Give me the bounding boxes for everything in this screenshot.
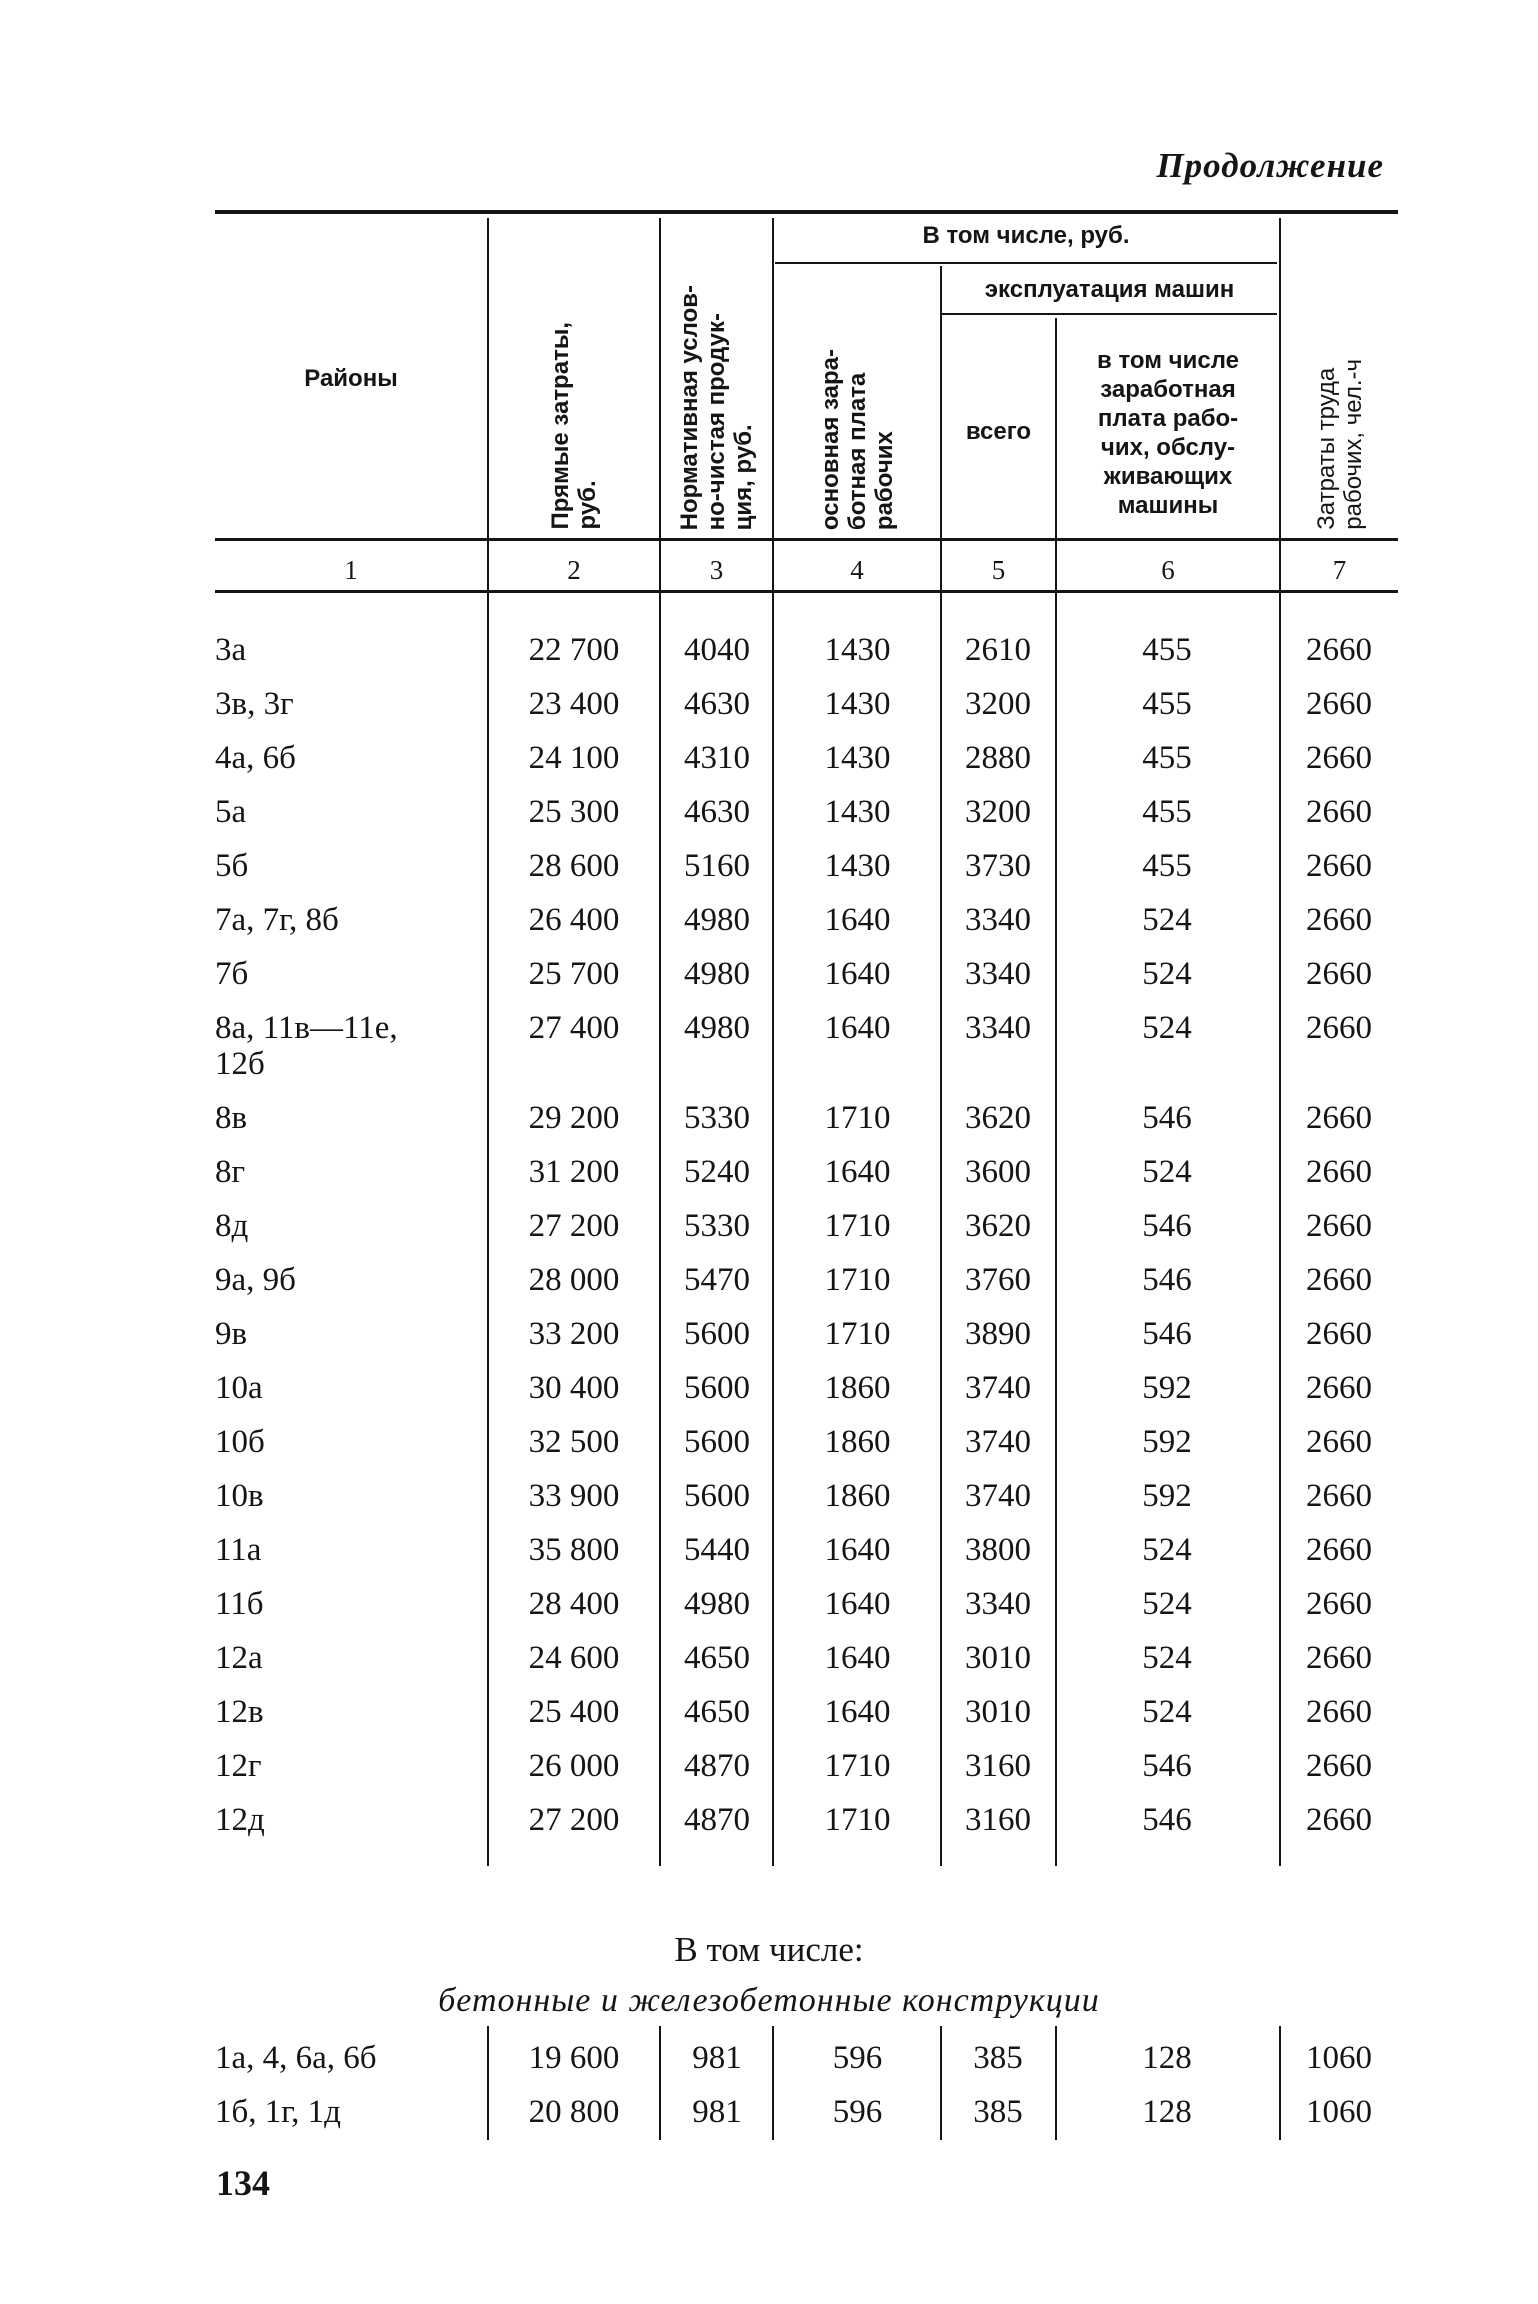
- base-wage-cell: 1710: [824, 1208, 891, 1244]
- base-wage-cell: 1710: [824, 1100, 891, 1136]
- table-row: [0, 1208, 1538, 1260]
- machine-total-cell: 3740: [965, 1370, 1031, 1406]
- district-cell: 9а, 9б: [215, 1262, 296, 1298]
- machine-total-cell: 3760: [965, 1262, 1031, 1298]
- base-wage-cell: 1430: [824, 740, 891, 776]
- header-bottom-rule: [215, 538, 1398, 541]
- machine-total-cell: 3340: [965, 1586, 1031, 1622]
- normative-output-cell: 5600: [684, 1370, 750, 1406]
- operator-wage-cell: 524: [1142, 1532, 1192, 1568]
- table-row: [0, 1424, 1538, 1476]
- table-row: [0, 1154, 1538, 1206]
- labor-costs-cell: 2660: [1306, 686, 1372, 722]
- header-machine-operation: эксплуатация машин: [984, 276, 1235, 303]
- base-wage-cell: 1640: [824, 1154, 891, 1190]
- normative-output-cell: 5600: [684, 1478, 750, 1514]
- base-wage-cell: 1860: [824, 1478, 891, 1514]
- table-row: [0, 1748, 1538, 1800]
- base-wage-cell: 596: [832, 2040, 883, 2076]
- base-wage-cell: 1640: [824, 1640, 891, 1676]
- base-wage-cell: 1710: [824, 1316, 891, 1352]
- normative-output-cell: 5440: [684, 1532, 750, 1568]
- header-district: Районы: [304, 365, 398, 392]
- direct-costs-cell: 29 200: [528, 1100, 620, 1136]
- machine-total-cell: 2880: [965, 740, 1031, 776]
- machine-total-cell: 3200: [965, 686, 1031, 722]
- direct-costs-cell: 30 400: [528, 1370, 620, 1406]
- normative-output-cell: 5240: [684, 1154, 750, 1190]
- direct-costs-cell: 35 800: [528, 1532, 620, 1568]
- machine-total-cell: 3620: [965, 1100, 1031, 1136]
- base-wage-cell: 1710: [824, 1748, 891, 1784]
- operator-wage-cell: 546: [1142, 1208, 1192, 1244]
- labor-costs-cell: 2660: [1306, 1478, 1372, 1514]
- machine-total-cell: 3620: [965, 1208, 1031, 1244]
- table-row: [0, 794, 1538, 846]
- table-row: [0, 956, 1538, 1008]
- table-row: [0, 1370, 1538, 1422]
- operator-wage-cell: 128: [1142, 2040, 1192, 2076]
- labor-costs-cell: 2660: [1306, 1424, 1372, 1460]
- table-row: [0, 632, 1538, 684]
- district-cell: 7б: [215, 956, 249, 992]
- machine-total-cell: 3340: [965, 956, 1031, 992]
- district-cell-continued: 12б: [215, 1046, 265, 1082]
- direct-costs-cell: 27 200: [528, 1802, 620, 1838]
- machine-total-cell: 3740: [965, 1424, 1031, 1460]
- district-cell: 3а: [215, 632, 247, 668]
- district-cell: 12в: [215, 1694, 264, 1730]
- normative-output-cell: 4980: [684, 1586, 750, 1622]
- normative-output-cell: 5600: [684, 1424, 750, 1460]
- operator-wage-cell: 455: [1142, 794, 1192, 830]
- normative-output-cell: 4310: [684, 740, 750, 776]
- normative-output-cell: 4040: [684, 632, 750, 668]
- district-cell: 11а: [215, 1532, 262, 1568]
- table-row: [0, 1802, 1538, 1854]
- base-wage-cell: 1640: [824, 1586, 891, 1622]
- table-row: [0, 1316, 1538, 1368]
- table-row: [0, 848, 1538, 900]
- machine-total-cell: 3340: [965, 902, 1031, 938]
- direct-costs-cell: 25 700: [528, 956, 620, 992]
- machine-group-rule: [942, 313, 1277, 315]
- direct-costs-cell: 26 000: [528, 1748, 620, 1784]
- operator-wage-cell: 455: [1142, 740, 1192, 776]
- operator-wage-cell: 546: [1142, 1316, 1192, 1352]
- colnum-7: 7: [1332, 555, 1347, 585]
- header-base-wage-cell: [774, 270, 940, 530]
- operator-wage-cell: 524: [1142, 902, 1192, 938]
- labor-costs-cell: 2660: [1306, 1802, 1372, 1838]
- labor-costs-cell: 2660: [1306, 902, 1372, 938]
- labor-costs-cell: 2660: [1306, 740, 1372, 776]
- table-row: [0, 740, 1538, 792]
- operator-wage-cell: 546: [1142, 1262, 1192, 1298]
- normative-output-cell: 4630: [684, 794, 750, 830]
- header-direct-costs-cell: [489, 218, 659, 530]
- direct-costs-cell: 23 400: [528, 686, 620, 722]
- header-base-wage: основная зара- ботная плата рабочих: [816, 348, 898, 530]
- including-group-rule: [775, 262, 1277, 264]
- operator-wage-cell: 455: [1142, 632, 1192, 668]
- machine-total-cell: 3730: [965, 848, 1031, 884]
- colnum-6: 6: [1161, 555, 1175, 585]
- direct-costs-cell: 20 800: [528, 2094, 620, 2130]
- header-labor-costs: Затраты труда рабочих, чел.-ч: [1312, 359, 1367, 530]
- labor-costs-cell: 2660: [1306, 1154, 1372, 1190]
- direct-costs-cell: 26 400: [528, 902, 620, 938]
- operator-wage-cell: 455: [1142, 848, 1192, 884]
- labor-costs-cell: 2660: [1306, 1208, 1372, 1244]
- table-row: [0, 2094, 1538, 2146]
- header-including-group: В том числе, руб.: [922, 222, 1130, 249]
- labor-costs-cell: 2660: [1306, 1262, 1372, 1298]
- direct-costs-cell: 24 600: [528, 1640, 620, 1676]
- table-top-rule: [215, 210, 1398, 214]
- labor-costs-cell: 2660: [1306, 1532, 1372, 1568]
- normative-output-cell: 981: [692, 2040, 742, 2076]
- normative-output-cell: 4650: [684, 1694, 750, 1730]
- section-title: В том числе:: [674, 1930, 864, 1969]
- table-row: [0, 1694, 1538, 1746]
- district-cell: 8д: [215, 1208, 249, 1244]
- direct-costs-cell: 33 200: [528, 1316, 620, 1352]
- base-wage-cell: 1710: [824, 1262, 891, 1298]
- machine-total-cell: 3890: [965, 1316, 1031, 1352]
- labor-costs-cell: 2660: [1306, 848, 1372, 884]
- direct-costs-cell: 28 000: [528, 1262, 620, 1298]
- direct-costs-cell: 28 600: [528, 848, 620, 884]
- district-cell: 11б: [215, 1586, 264, 1622]
- normative-output-cell: 4650: [684, 1640, 750, 1676]
- direct-costs-cell: 25 400: [528, 1694, 620, 1730]
- labor-costs-cell: 2660: [1306, 1010, 1372, 1046]
- colnum-5: 5: [991, 555, 1006, 585]
- table-row: [0, 1640, 1538, 1692]
- district-cell: 10б: [215, 1424, 265, 1460]
- table-row: [0, 902, 1538, 954]
- operator-wage-cell: 128: [1142, 2094, 1192, 2130]
- normative-output-cell: 4870: [684, 1802, 750, 1838]
- direct-costs-cell: 32 500: [528, 1424, 620, 1460]
- labor-costs-cell: 1060: [1306, 2094, 1372, 2130]
- district-cell: 8в: [215, 1100, 248, 1136]
- table-row: [0, 1586, 1538, 1638]
- operator-wage-cell: 592: [1142, 1370, 1192, 1406]
- district-cell: 4а, 6б: [215, 740, 296, 776]
- header-normative-cell: [661, 218, 772, 530]
- table-row: [0, 686, 1538, 738]
- direct-costs-cell: 25 300: [528, 794, 620, 830]
- base-wage-cell: 1640: [824, 902, 891, 938]
- base-wage-cell: 1640: [824, 1532, 891, 1568]
- machine-total-cell: 3600: [965, 1154, 1031, 1190]
- normative-output-cell: 5160: [684, 848, 750, 884]
- operator-wage-cell: 524: [1142, 1154, 1192, 1190]
- operator-wage-cell: 592: [1142, 1478, 1192, 1514]
- machine-total-cell: 3740: [965, 1478, 1031, 1514]
- direct-costs-cell: 19 600: [528, 2040, 620, 2076]
- operator-wage-cell: 524: [1142, 1010, 1192, 1046]
- operator-wage-cell: 524: [1142, 1640, 1192, 1676]
- machine-total-cell: 385: [973, 2094, 1023, 2130]
- machine-total-cell: 2610: [965, 632, 1031, 668]
- operator-wage-cell: 455: [1142, 686, 1192, 722]
- district-cell: 12г: [215, 1748, 262, 1784]
- table-row: [0, 2040, 1538, 2092]
- district-cell: 10а: [215, 1370, 263, 1406]
- normative-output-cell: 5330: [684, 1208, 750, 1244]
- header-normative-net-output: Нормативная услов- но-чистая продук- ция, руб.: [676, 284, 757, 530]
- base-wage-cell: 1430: [824, 686, 891, 722]
- operator-wage-cell: 546: [1142, 1802, 1192, 1838]
- labor-costs-cell: 1060: [1306, 2040, 1372, 2076]
- labor-costs-cell: 2660: [1306, 1586, 1372, 1622]
- normative-output-cell: 4630: [684, 686, 750, 722]
- district-cell: 5б: [215, 848, 249, 884]
- base-wage-cell: 1430: [824, 632, 891, 668]
- normative-output-cell: 4980: [684, 956, 750, 992]
- district-cell: 5а: [215, 794, 247, 830]
- page-number: 134: [216, 2163, 270, 2203]
- operator-wage-cell: 592: [1142, 1424, 1192, 1460]
- colnum-2: 2: [567, 555, 581, 585]
- base-wage-cell: 1640: [824, 1694, 891, 1730]
- district-cell: 1б, 1г, 1д: [215, 2094, 341, 2130]
- base-wage-cell: 1430: [824, 794, 891, 830]
- operator-wage-cell: 546: [1142, 1748, 1192, 1784]
- machine-total-cell: 3010: [965, 1640, 1031, 1676]
- labor-costs-cell: 2660: [1306, 956, 1372, 992]
- labor-costs-cell: 2660: [1306, 1370, 1372, 1406]
- direct-costs-cell: 28 400: [528, 1586, 620, 1622]
- base-wage-cell: 1860: [824, 1424, 891, 1460]
- normative-output-cell: 5600: [684, 1316, 750, 1352]
- base-wage-cell: 1640: [824, 956, 891, 992]
- table-row: [0, 1478, 1538, 1530]
- header-direct-costs: Прямые затраты, руб.: [547, 322, 601, 530]
- machine-total-cell: 3010: [965, 1694, 1031, 1730]
- normative-output-cell: 4980: [684, 902, 750, 938]
- table-row: [0, 1262, 1538, 1314]
- district-cell: 8г: [215, 1154, 246, 1190]
- base-wage-cell: 1860: [824, 1370, 891, 1406]
- district-cell: 9в: [215, 1316, 248, 1352]
- header-operator-wage: в том числе заработная плата рабо- чих, обслу- живающих машины: [1097, 347, 1239, 519]
- header-labor-costs-cell: [1281, 218, 1398, 530]
- labor-costs-cell: 2660: [1306, 632, 1372, 668]
- operator-wage-cell: 546: [1142, 1100, 1192, 1136]
- direct-costs-cell: 31 200: [528, 1154, 620, 1190]
- normative-output-cell: 5330: [684, 1100, 750, 1136]
- colnum-4: 4: [850, 555, 864, 585]
- table-row: [0, 1100, 1538, 1152]
- district-cell: 7а, 7г, 8б: [215, 902, 339, 938]
- direct-costs-cell: 33 900: [528, 1478, 620, 1514]
- direct-costs-cell: 27 400: [528, 1010, 620, 1046]
- district-cell: 12а: [215, 1640, 263, 1676]
- normative-output-cell: 4870: [684, 1748, 750, 1784]
- header-total: всего: [965, 418, 1032, 445]
- base-wage-cell: 1710: [824, 1802, 891, 1838]
- colnum-3: 3: [709, 555, 724, 585]
- base-wage-cell: 1640: [824, 1010, 891, 1046]
- machine-total-cell: 385: [973, 2040, 1023, 2076]
- labor-costs-cell: 2660: [1306, 1694, 1372, 1730]
- section-subtitle: бетонные и железобетонные конструкции: [438, 1982, 1100, 2019]
- operator-wage-cell: 524: [1142, 1694, 1192, 1730]
- machine-total-cell: 3160: [965, 1748, 1031, 1784]
- machine-total-cell: 3800: [965, 1532, 1031, 1568]
- base-wage-cell: 1430: [824, 848, 891, 884]
- colnum-1: 1: [344, 555, 358, 585]
- district-cell: 8а, 11в—11е,: [215, 1010, 398, 1046]
- table-row: [0, 1010, 1538, 1100]
- normative-output-cell: 4980: [684, 1010, 750, 1046]
- district-cell: 1а, 4, 6а, 6б: [215, 2040, 377, 2076]
- labor-costs-cell: 2660: [1306, 1748, 1372, 1784]
- colnum-bottom-rule: [215, 590, 1398, 593]
- continuation-label: Продолжение: [1156, 146, 1384, 185]
- machine-total-cell: 3160: [965, 1802, 1031, 1838]
- labor-costs-cell: 2660: [1306, 1640, 1372, 1676]
- direct-costs-cell: 22 700: [528, 632, 620, 668]
- operator-wage-cell: 524: [1142, 956, 1192, 992]
- base-wage-cell: 596: [832, 2094, 883, 2130]
- labor-costs-cell: 2660: [1306, 1100, 1372, 1136]
- district-cell: 3в, 3г: [215, 686, 294, 722]
- direct-costs-cell: 24 100: [528, 740, 620, 776]
- normative-output-cell: 5470: [684, 1262, 750, 1298]
- machine-total-cell: 3340: [965, 1010, 1031, 1046]
- district-cell: 10в: [215, 1478, 264, 1514]
- table-row: [0, 1532, 1538, 1584]
- labor-costs-cell: 2660: [1306, 794, 1372, 830]
- normative-output-cell: 981: [692, 2094, 742, 2130]
- direct-costs-cell: 27 200: [528, 1208, 620, 1244]
- labor-costs-cell: 2660: [1306, 1316, 1372, 1352]
- district-cell: 12д: [215, 1802, 265, 1838]
- operator-wage-cell: 524: [1142, 1586, 1192, 1622]
- machine-total-cell: 3200: [965, 794, 1031, 830]
